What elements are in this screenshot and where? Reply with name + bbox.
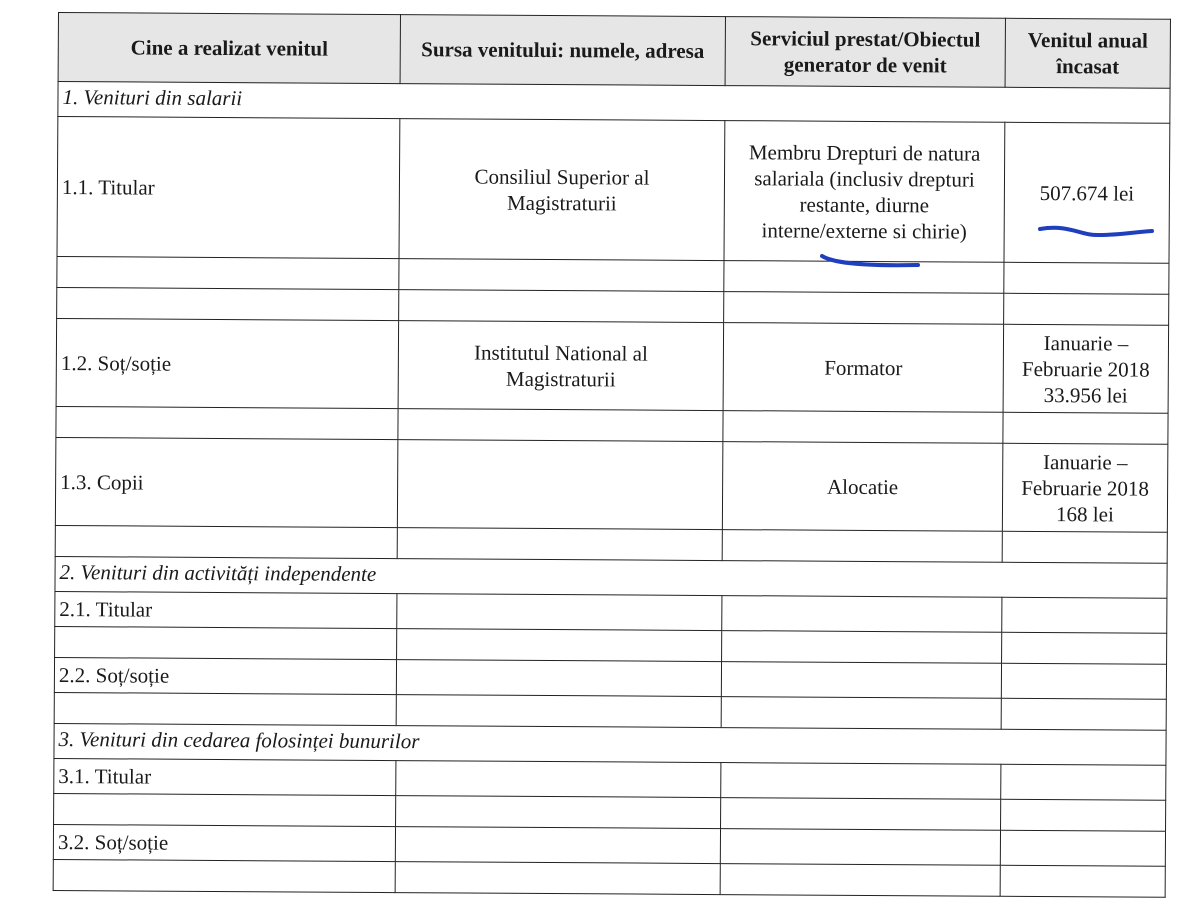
section-independent: 2. Venituri din activități independente <box>55 556 1167 598</box>
section-salaries: 1. Venituri din salarii <box>58 82 1170 124</box>
table-row <box>57 117 1170 264</box>
row-who: 1.2. Soț/soție <box>56 318 399 408</box>
header-row <box>58 13 1170 89</box>
row-source <box>397 440 723 530</box>
income-table <box>53 12 1171 898</box>
row-who: 1.1. Titular <box>57 117 400 259</box>
row-who: 2.2. Soț/soție <box>54 657 396 694</box>
empty-row <box>53 859 1165 897</box>
declaration-page <box>53 12 1174 898</box>
row-income: Ianuarie – Februarie 2018 33.956 lei <box>1003 324 1169 413</box>
row-service: Alocatie <box>722 442 1003 532</box>
row-who: 3.2. Soț/soție <box>53 824 395 861</box>
row-who: 1.3. Copii <box>55 437 398 527</box>
row-income: Ianuarie – Februarie 2018 168 lei <box>1002 443 1168 532</box>
row-income: 507.674 lei <box>1004 122 1170 263</box>
row-source: Institutul National al Magistraturii <box>398 321 724 411</box>
table-row <box>55 437 1168 532</box>
section-property-use: 3. Venituri din cedarea folosinței bunurilor <box>54 723 1166 765</box>
row-service: Membru Drepturi de natura salariala (inclusiv drepturi restante, diurne interne/externe si chirie) <box>724 121 1005 263</box>
header-service: Serviciul prestat/Obiectul generator de venit <box>725 17 1005 88</box>
row-service: Formator <box>723 323 1004 413</box>
row-source: Consiliul Superior al Magistraturii <box>399 119 725 261</box>
header-who: Cine a realizat venitul <box>58 13 400 84</box>
table-row <box>56 318 1169 413</box>
header-source: Sursa venitului: numele, adresa <box>400 15 725 86</box>
row-who: 2.1. Titular <box>55 591 397 628</box>
row-who: 3.1. Titular <box>54 758 396 795</box>
header-income: Venitul anual încasat <box>1005 18 1170 88</box>
